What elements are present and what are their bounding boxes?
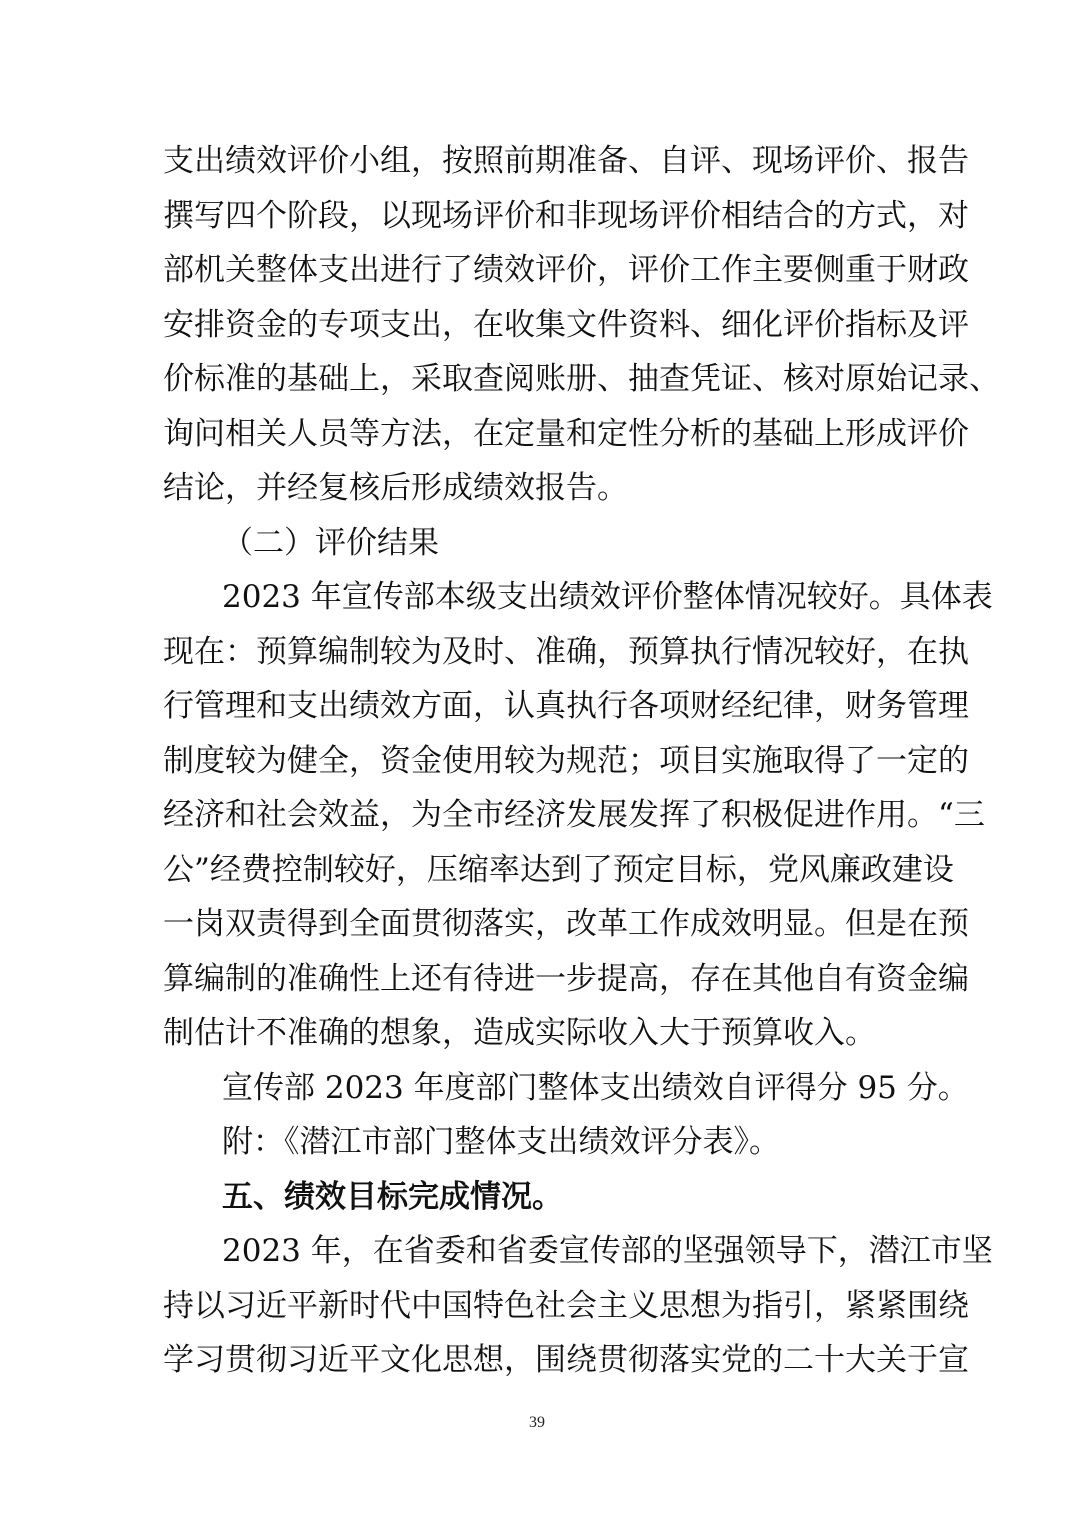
section-heading: （二）评价结果 — [222, 525, 439, 561]
paragraph-line: 现在：预算编制较为及时、准确，预算执行情况较好，在执 — [163, 634, 969, 670]
paragraph-line: 2023 年宣传部本级支出绩效评价整体情况较好。具体表 — [222, 579, 993, 615]
attachment-note: 附：《潜江市部门整体支出绩效评分表》。 — [222, 1124, 780, 1160]
paragraph-line: 持以习近平新时代中国特色社会主义思想为指引，紧紧围绕 — [163, 1288, 969, 1324]
score-statement: 宣传部 2023 年度部门整体支出绩效自评得分 95 分。 — [222, 1070, 969, 1106]
paragraph-line: 经济和社会效益，为全市经济发展发挥了积极促进作用。“三 — [163, 797, 985, 833]
paragraph-line: 撰写四个阶段，以现场评价和非现场评价相结合的方式，对 — [163, 198, 969, 234]
paragraph-line: 询问相关人员等方法，在定量和定性分析的基础上形成评价 — [163, 416, 969, 452]
paragraph-line: 部机关整体支出进行了绩效评价，评价工作主要侧重于财政 — [163, 252, 969, 288]
paragraph-line: 结论，并经复核后形成绩效报告。 — [163, 470, 628, 506]
paragraph-line: 学习贯彻习近平文化思想，围绕贯彻落实党的二十大关于宣 — [163, 1342, 969, 1378]
paragraph-line: 支出绩效评价小组，按照前期准备、自评、现场评价、报告 — [163, 143, 969, 179]
paragraph-line: 制度较为健全，资金使用较为规范；项目实施取得了一定的 — [163, 743, 969, 779]
paragraph-line: 行管理和支出绩效方面，认真执行各项财经纪律，财务管理 — [163, 688, 969, 724]
section-heading: 五、绩效目标完成情况。 — [222, 1179, 563, 1215]
paragraph-line: 算编制的准确性上还有待进一步提高，存在其他自有资金编 — [163, 961, 969, 997]
paragraph-line: 安排资金的专项支出，在收集文件资料、细化评价指标及评 — [163, 307, 969, 343]
page-number: 39 — [529, 1414, 545, 1431]
paragraph-line: 一岗双责得到全面贯彻落实，改革工作成效明显。但是在预 — [163, 906, 969, 942]
paragraph-line: 公”经费控制较好，压缩率达到了预定目标，党风廉政建设 — [163, 852, 954, 888]
paragraph-line: 制估计不准确的想象，造成实际收入大于预算收入。 — [163, 1015, 876, 1051]
paragraph-line: 价标准的基础上，采取查阅账册、抽查凭证、核对原始记录、 — [163, 361, 1000, 397]
paragraph-line: 2023 年，在省委和省委宣传部的坚强领导下，潜江市坚 — [222, 1233, 993, 1269]
